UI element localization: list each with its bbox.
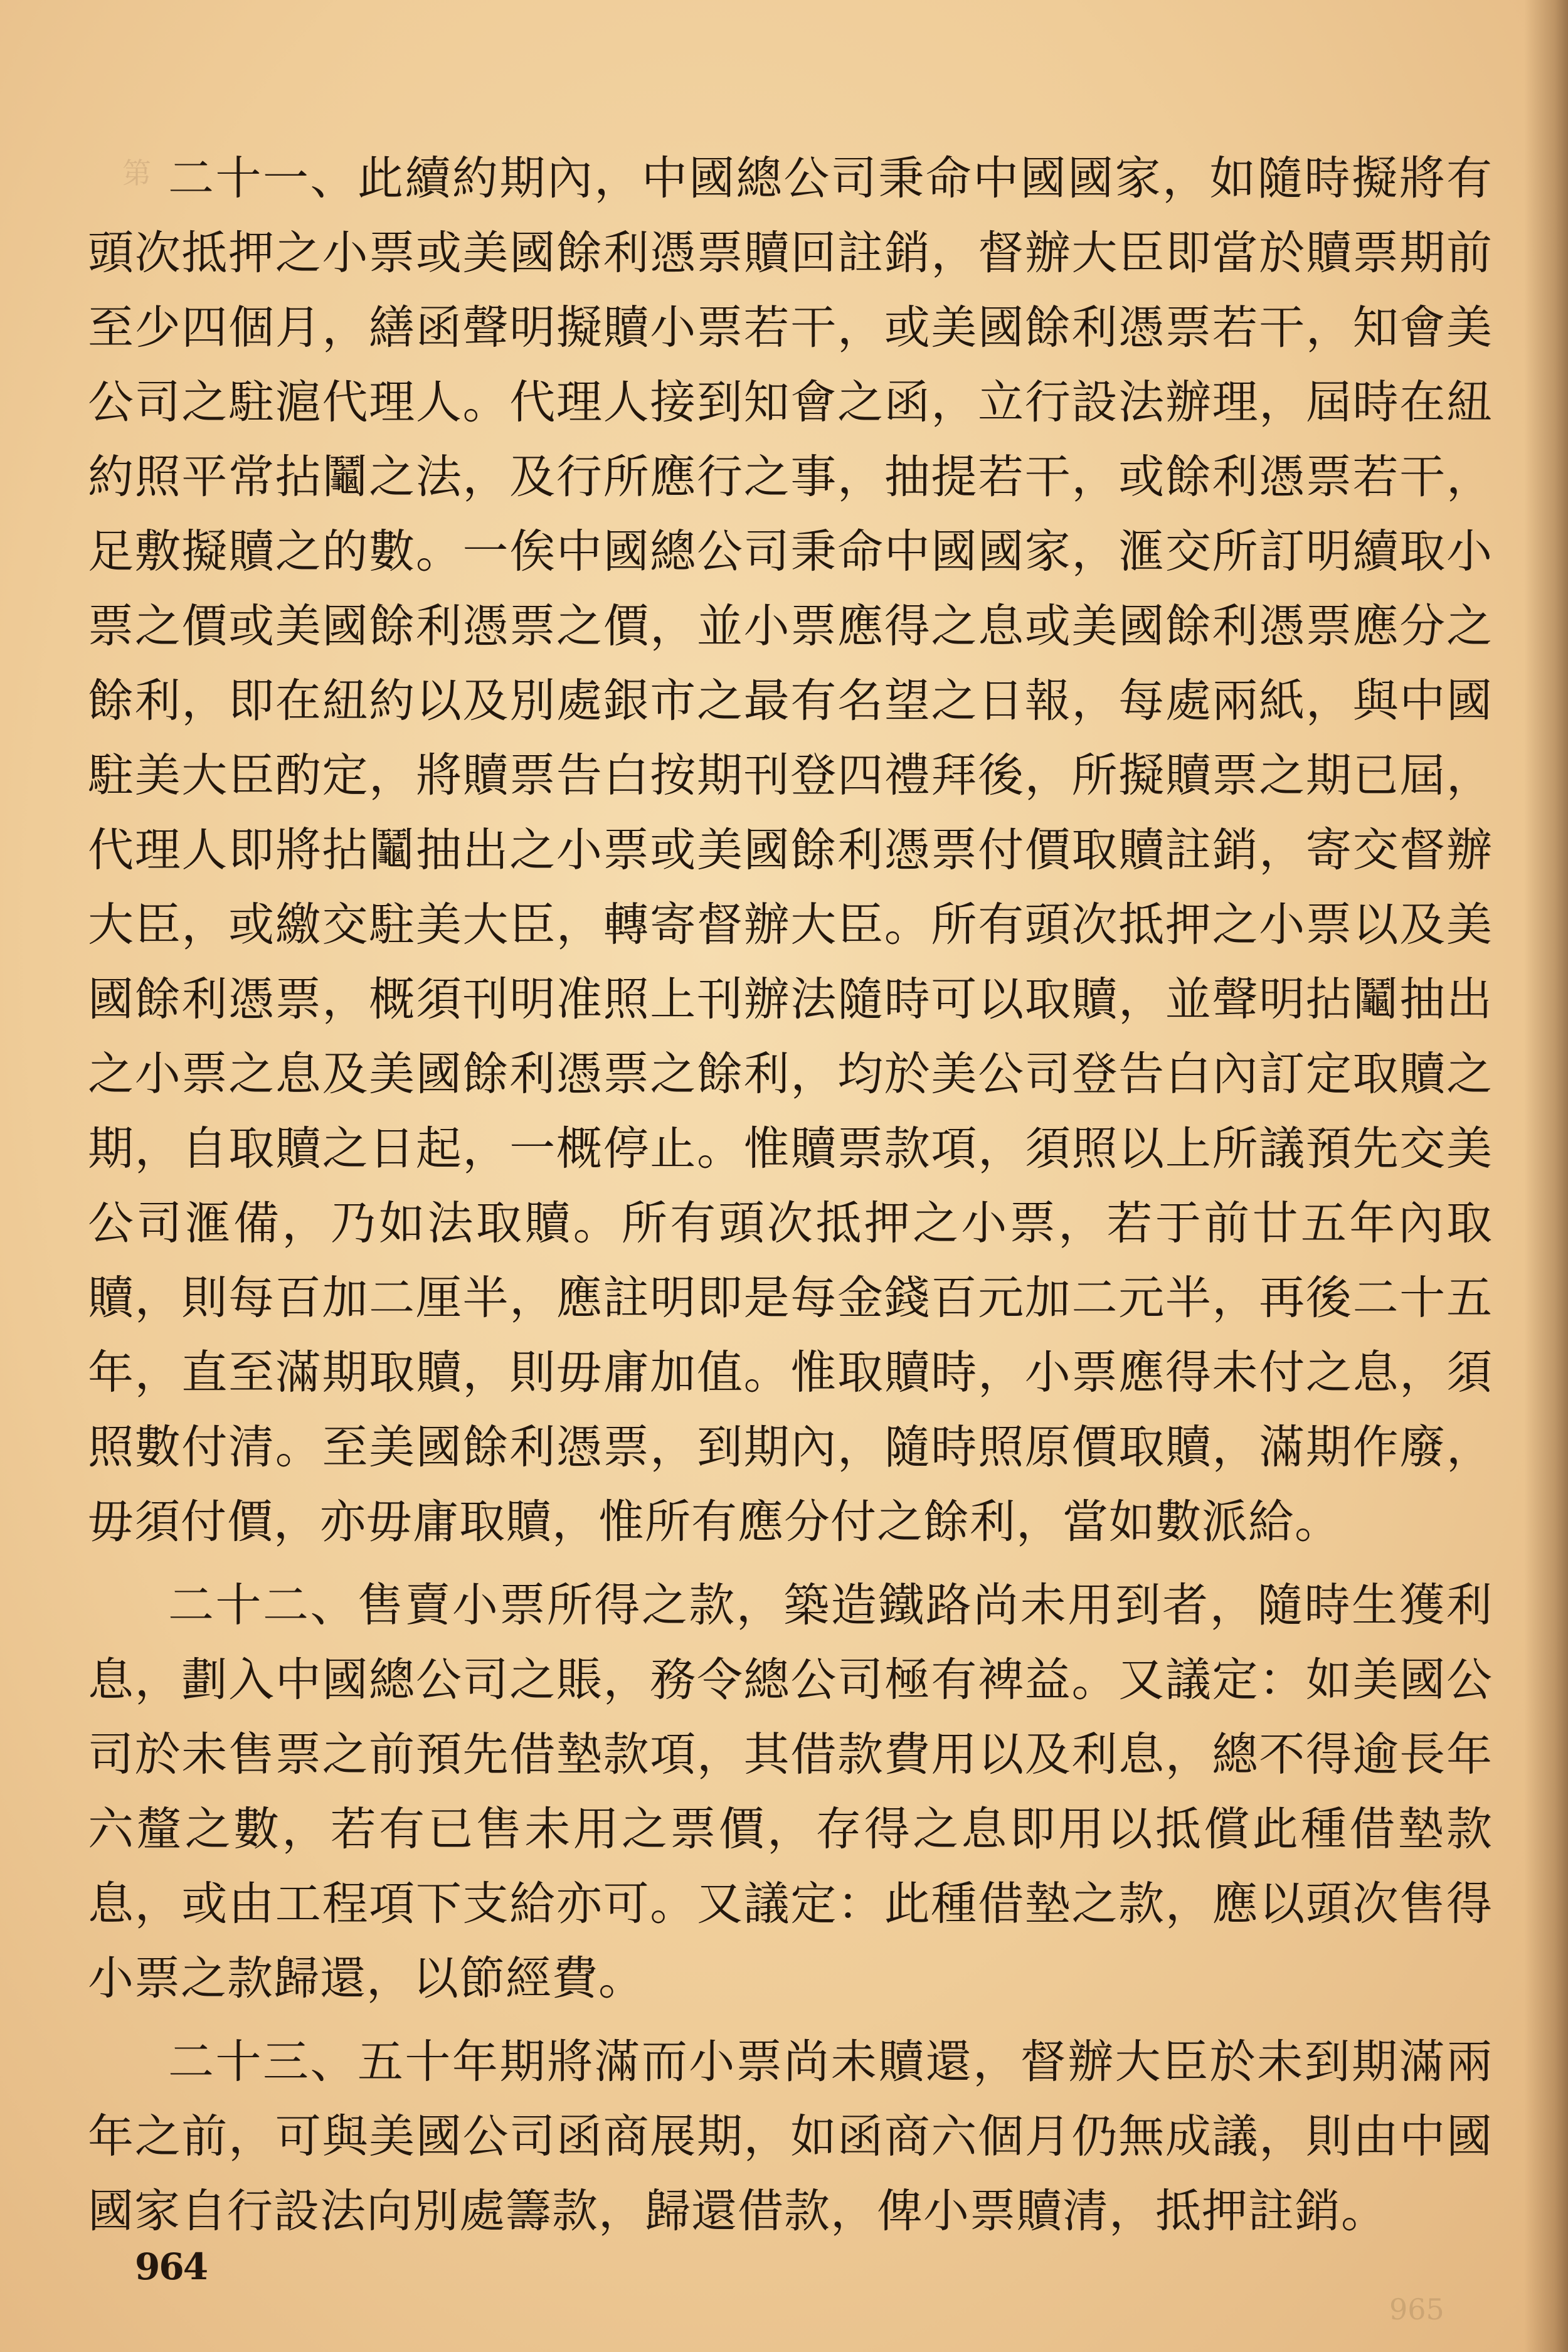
article-22-paragraph: 二十二、售賣小票所得之款，築造鐵路尚未用到者，隨時生獲利息，劃入中國總公司之賬，務令總公司極有裨益。又議定：如美國公司於未售票之前預先借墊款項，其借款費用以及利息，總不得逾長年六釐之數，若有已售未用之票價，存得之息即用以抵償此種借墊款息，或由工程項下支給亦可。又議定：此種借墊之款，應以頭次售得小票之款歸還，以節經費。 — [88, 1579, 1493, 2005]
show-through-page-number: 965 — [1389, 2292, 1444, 2326]
main-text — [88, 141, 1493, 2236]
page-number: 964 — [135, 2245, 208, 2288]
article-21-paragraph: 二十一、此續約期內，中國總公司秉命中國國家，如隨時擬將有頭次抵押之小票或美國餘利憑票贖回註銷，督辦大臣即當於贖票期前至少四個月，繕函聲明擬贖小票若干，或美國餘利憑票若干，知會美公司之駐滬代理人。代理人接到知會之函，立行設法辦理，屆時在紐約照平常拈鬮之法，及行所應行之事，抽提若干，或餘利憑票若干，足敷擬贖之的數。一俟中國總公司秉命中國國家，滙交所訂明續取小票之價或美國餘利憑票之價，並小票應得之息或美國餘利憑票應分之餘利，即在紐約以及別處銀市之最有名望之日報，每處兩紙，與中國駐美大臣酌定，將贖票告白按期刊登四禮拜後，所擬贖票之期已屆，代理人即將拈鬮抽出之小票或美國餘利憑票付價取贖註銷，寄交督辦大臣，或繳交駐美大臣，轉寄督辦大臣。所有頭次抵押之小票以及美國餘利憑票，概須刊明准照上刊辦法隨時可以取贖，並聲明拈鬮抽出之小票之息及美國餘利憑票之餘利，均於美公司登告白內訂定取贖之期，自取贖之日起，一概停止。惟贖票款項，須照以上所議預先交美公司滙備，乃如法取贖。所有頭次抵押之小票，若于前廿五年內取贖，則每百加二厘半，應註明即是每金錢百元加二元半，再後二十五年，直至滿期取贖，則毋庸加值。惟取贖時，小票應得未付之息，須照數付清。至美國餘利憑票，到期內，隨時照原價取贖，滿期作廢，毋須付價，亦毋庸取贖，惟所有應分付之餘利，當如數派給。 — [88, 152, 1493, 1549]
show-through-mark: 第 — [122, 156, 151, 190]
book-spine-shadow — [1524, 0, 1568, 2352]
article-23-paragraph: 二十三、五十年期將滿而小票尚未贖還，督辦大臣於未到期滿兩年之前，可與美國公司函商展期，如函商六個月仍無成議，則由中國國家自行設法向別處籌款，歸還借款，俾小票贖清，抵押註銷。 — [88, 2035, 1493, 2236]
